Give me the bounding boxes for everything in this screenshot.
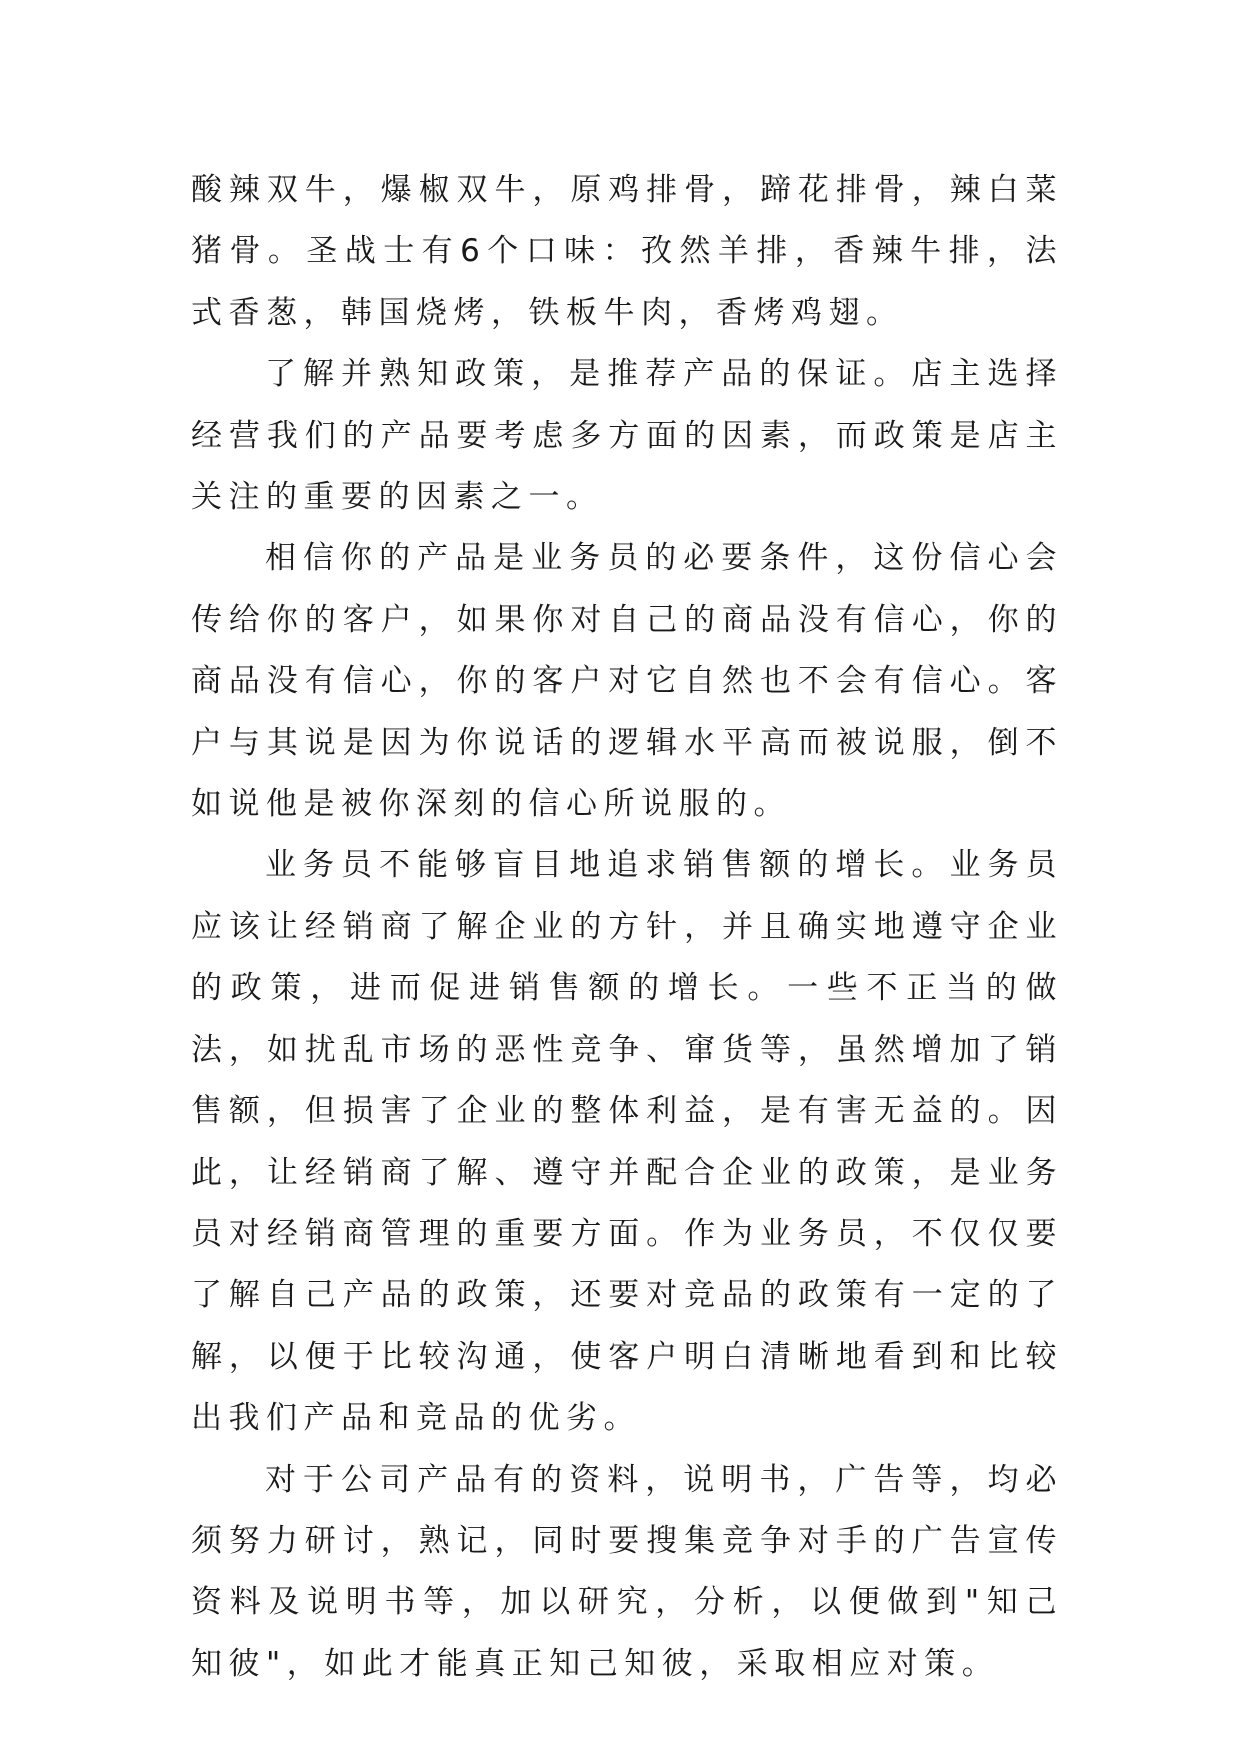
paragraph-policy: 了解并熟知政策，是推荐产品的保证。店主选择经营我们的产品要考虑多方面的因素，而政策是店主关注的重要的因素之一。 <box>191 356 1063 516</box>
paragraph-continued: 酸辣双牛，爆椒双牛，原鸡排骨，蹄花排骨，辣白菜猪骨。圣战士有6个口味：孜然羊排，香辣牛排，法式香葱，韩国烧烤，铁板牛肉，香烤鸡翅。 <box>191 172 1063 331</box>
document-body <box>191 160 1063 1695</box>
paragraph-product-materials: 对于公司产品有的资料，说明书，广告等，均必须努力研讨，熟记，同时要搜集竞争对手的广告宣传资料及说明书等，加以研究，分析，以便做到"知己知彼"，如此才能真正知己知彼，采取相应对策。 <box>191 1461 1063 1682</box>
paragraph-sales-growth: 业务员不能够盲目地追求销售额的增长。业务员应该让经销商了解企业的方针，并且确实地遵守企业的政策，进而促进销售额的增长。一些不正当的做法，如扰乱市场的恶性竞争、窜货等，虽然增加了销售额，但损害了企业的整体利益，是有害无益的。因此，让经销商了解、遵守并配合企业的政策，是业务员对经销商管理的重要方面。作为业务员，不仅仅要了解自己产品的政策，还要对竞品的政策有一定的了解，以便于比较沟通，使客户明白清晰地看到和比较出我们产品和竞品的优劣。 <box>191 847 1063 1437</box>
paragraph-confidence: 相信你的产品是业务员的必要条件，这份信心会传给你的客户，如果你对自己的商品没有信心，你的商品没有信心，你的客户对它自然也不会有信心。客户与其说是因为你说话的逻辑水平高而被说服，倒不如说他是被你深刻的信心所说服的。 <box>191 540 1063 823</box>
